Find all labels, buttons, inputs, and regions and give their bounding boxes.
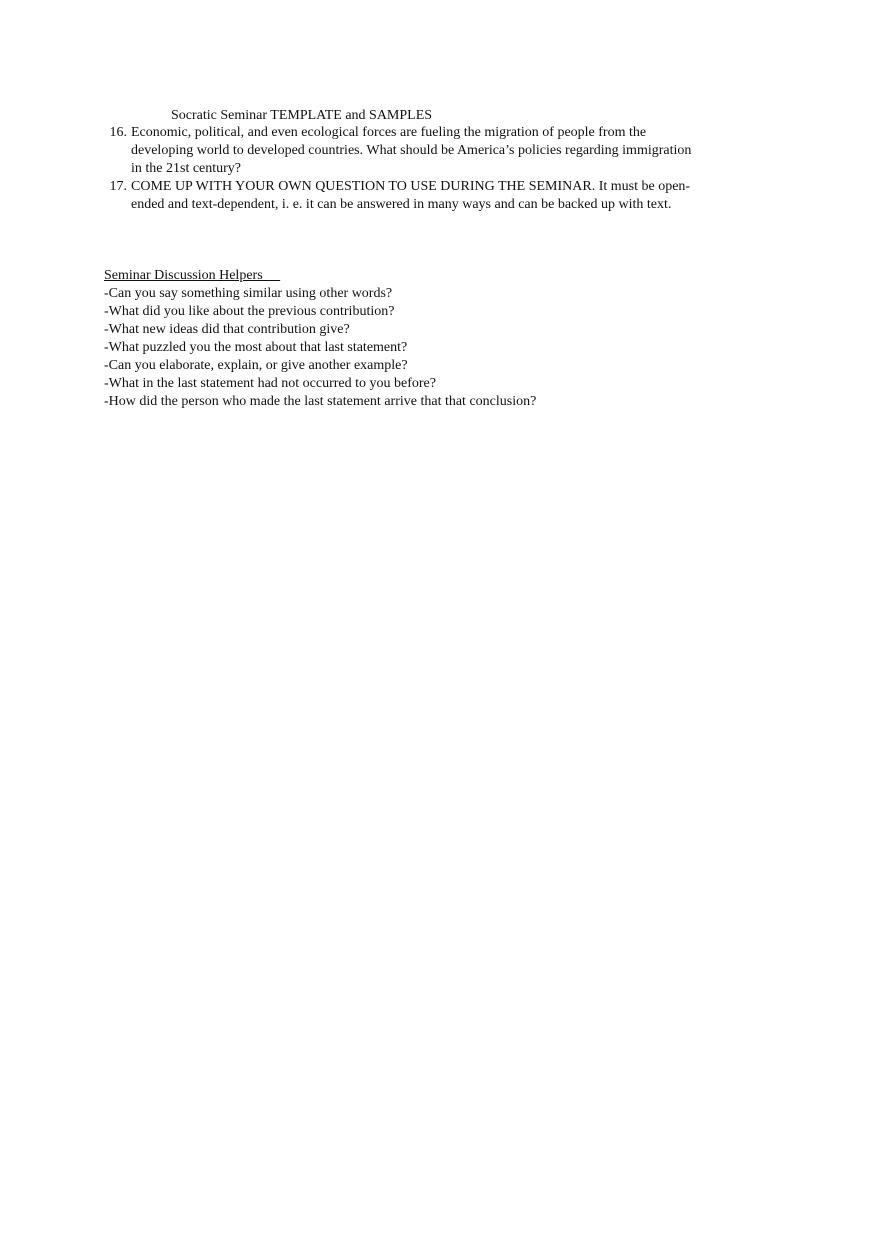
document-title: Socratic Seminar TEMPLATE and SAMPLES [171,108,433,123]
question-line: ended and text-dependent, i. e. it can be answered in many ways and can be backed up with text. [131,197,672,212]
discussion-helpers-heading: Seminar Discussion Helpers [104,268,281,283]
question-line: COME UP WITH YOUR OWN QUESTION TO USE DURING THE SEMINAR. It must be open- [131,179,691,194]
discussion-helpers-section [104,267,724,411]
question-text [131,178,744,214]
question-number: 16. [109,125,127,140]
helper-item: -Can you elaborate, explain, or give another example? [104,358,408,373]
question-list [104,124,744,214]
helper-item: -What puzzled you the most about that last statement? [104,340,408,355]
question-16 [104,124,744,178]
discussion-helpers-list [104,285,724,411]
question-line: in the 21st century? [131,161,242,176]
helper-item: -How did the person who made the last statement arrive that that conclusion? [104,394,537,409]
question-line: developing world to developed countries. What should be America’s policies regarding immigration [131,143,692,158]
helper-item: -What new ideas did that contribution give? [104,322,350,337]
helper-item: -What in the last statement had not occurred to you before? [104,376,436,391]
question-line: Economic, political, and even ecological forces are fueling the migration of people from the [131,125,647,140]
question-text [131,124,744,178]
helper-item: -What did you like about the previous contribution? [104,304,395,319]
question-17 [104,178,744,214]
question-number: 17. [109,179,127,194]
helper-item: -Can you say something similar using other words? [104,286,393,301]
